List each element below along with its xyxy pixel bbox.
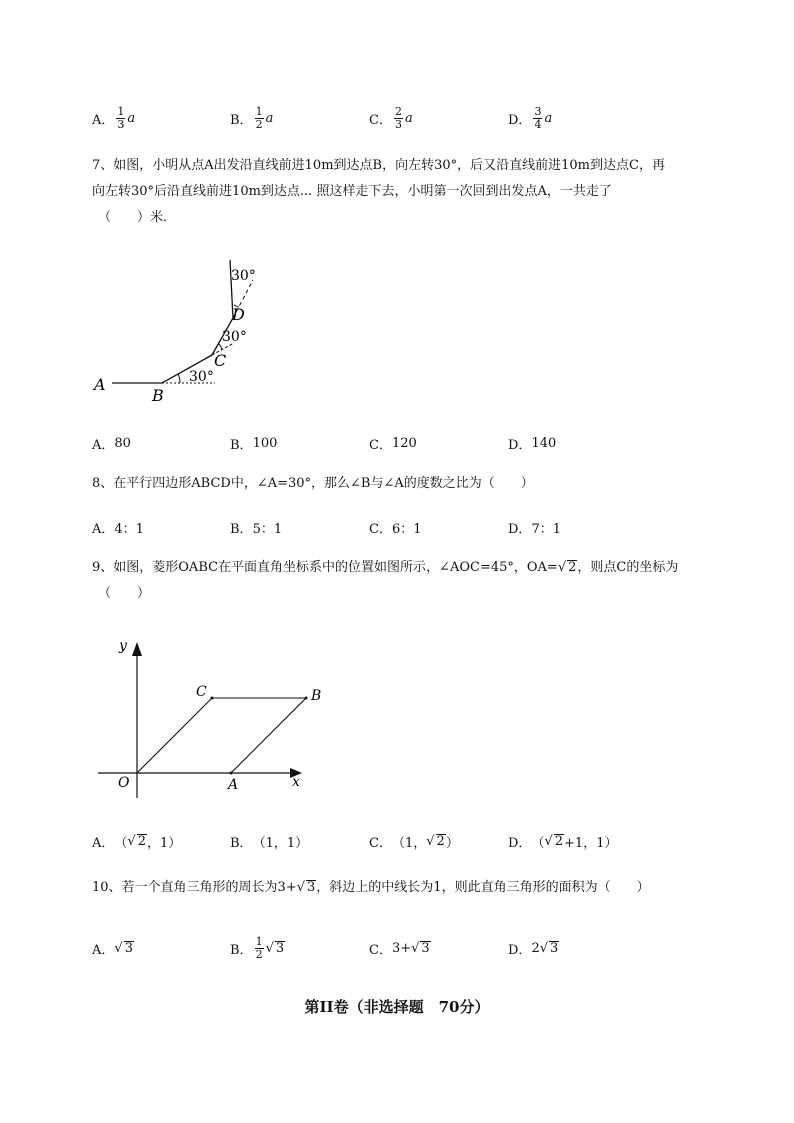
- radical: 3: [421, 940, 430, 956]
- label-o: O: [118, 775, 130, 791]
- q8-options: [92, 509, 692, 545]
- radical: 2: [436, 833, 445, 849]
- radical: 2: [568, 560, 577, 575]
- radical: 2: [554, 833, 564, 849]
- q8-option-a[interactable]: A． 4：1: [92, 521, 144, 537]
- q10-option-c[interactable]: C． 3+ √ 3: [369, 940, 430, 958]
- label-b: B: [152, 386, 164, 405]
- q9-stem: 9、如图，菱形OABC在平面直角坐标系中的位置如图所示，∠AOC=45°，OA=√ 2，则点C的坐标为 （ ）: [92, 560, 679, 601]
- q7-option-d[interactable]: D． 140: [508, 435, 557, 453]
- fraction: $\frac{1}{3}$: [117, 104, 125, 131]
- point-b: [305, 697, 308, 700]
- q7-option-c[interactable]: C． 120: [369, 435, 417, 453]
- q10-options: [92, 930, 692, 966]
- q6-option-d[interactable]: D． $\frac{3}{4}$ a: [508, 104, 553, 131]
- label-y: y: [119, 638, 127, 654]
- label-c: C: [214, 351, 227, 370]
- radical: 3: [124, 940, 133, 956]
- angle-arc-b: [178, 374, 180, 383]
- fraction: $\frac{2}{3}$: [394, 104, 402, 131]
- q8-option-d[interactable]: D． 7：1: [508, 521, 561, 537]
- y-axis-arrow: [132, 642, 142, 656]
- q7-figure: [88, 250, 288, 410]
- label-a: A: [94, 375, 106, 394]
- q8-stem: 8、在平行四边形ABCD中，∠A=30°，那么∠B与∠A的度数之比为（ ）: [92, 476, 534, 491]
- q6-option-b[interactable]: B． $\frac{1}{2}$ a: [230, 104, 274, 131]
- q9-option-d[interactable]: D． （ √ 2 +1，1）: [508, 833, 618, 851]
- label-c: C: [196, 684, 207, 700]
- fraction: $\frac{3}{4}$: [534, 104, 542, 131]
- q7-options: [92, 425, 692, 461]
- q8-option-b[interactable]: B． 5：1: [230, 521, 283, 537]
- q7-stem: 7、如图，小明从点A出发沿直线前进10m到达点B，向左转30°，后又沿直线前进10m到达点C，再 向左转30°后沿直线前进10m到达点... 照这样走下去，小明第一次回到出发点A，一共走了 （ ）米．: [92, 158, 665, 225]
- q9-option-a[interactable]: A． （ √ 2 ，1）: [92, 833, 182, 851]
- angle-label-d: 30°: [231, 268, 256, 284]
- fraction: $\frac{1}{2}$: [255, 104, 263, 131]
- label-d: D: [232, 305, 245, 324]
- q9-figure: [92, 628, 322, 798]
- radical: 3: [275, 940, 285, 956]
- label-b: B: [311, 688, 322, 704]
- point-c: [211, 697, 214, 700]
- q8-option-c[interactable]: C． 6：1: [369, 521, 422, 537]
- q10-option-d[interactable]: D． 2 √ 3: [508, 940, 559, 958]
- angle-label-c: 30°: [222, 329, 247, 345]
- q10-option-b[interactable]: B． $\frac{1}{2}$ √ 3: [230, 934, 285, 961]
- q9-option-b[interactable]: B． （1，1）: [230, 835, 309, 851]
- rhombus-oabc: [137, 698, 306, 773]
- q7-option-a[interactable]: A． 80: [92, 435, 131, 453]
- radical: 3: [307, 880, 316, 895]
- q9-options: [92, 823, 692, 859]
- q10-option-a[interactable]: A． √ 3: [92, 940, 133, 958]
- fraction: $\frac{1}{2}$: [255, 934, 263, 961]
- q6-option-a[interactable]: A． $\frac{1}{3}$ a: [92, 104, 136, 131]
- q7-option-b[interactable]: B． 100: [230, 435, 278, 453]
- q6-option-c[interactable]: C． $\frac{2}{3}$ a: [369, 104, 413, 131]
- section-title: 第II卷（非选择题 70分）: [304, 998, 490, 1016]
- radical: 3: [550, 940, 559, 956]
- point-a: [230, 772, 233, 775]
- q6-options: [92, 100, 692, 136]
- label-x: x: [292, 774, 300, 790]
- q10-stem: 10、若一个直角三角形的周长为3+√ 3，斜边上的中线长为1，则此直角三角形的面积为（ ）: [92, 880, 650, 895]
- label-a: A: [228, 777, 239, 793]
- q9-option-c[interactable]: C． （1， √ 2 ）: [369, 833, 459, 851]
- radical: 2: [137, 833, 146, 849]
- angle-label-b: 30°: [189, 369, 214, 385]
